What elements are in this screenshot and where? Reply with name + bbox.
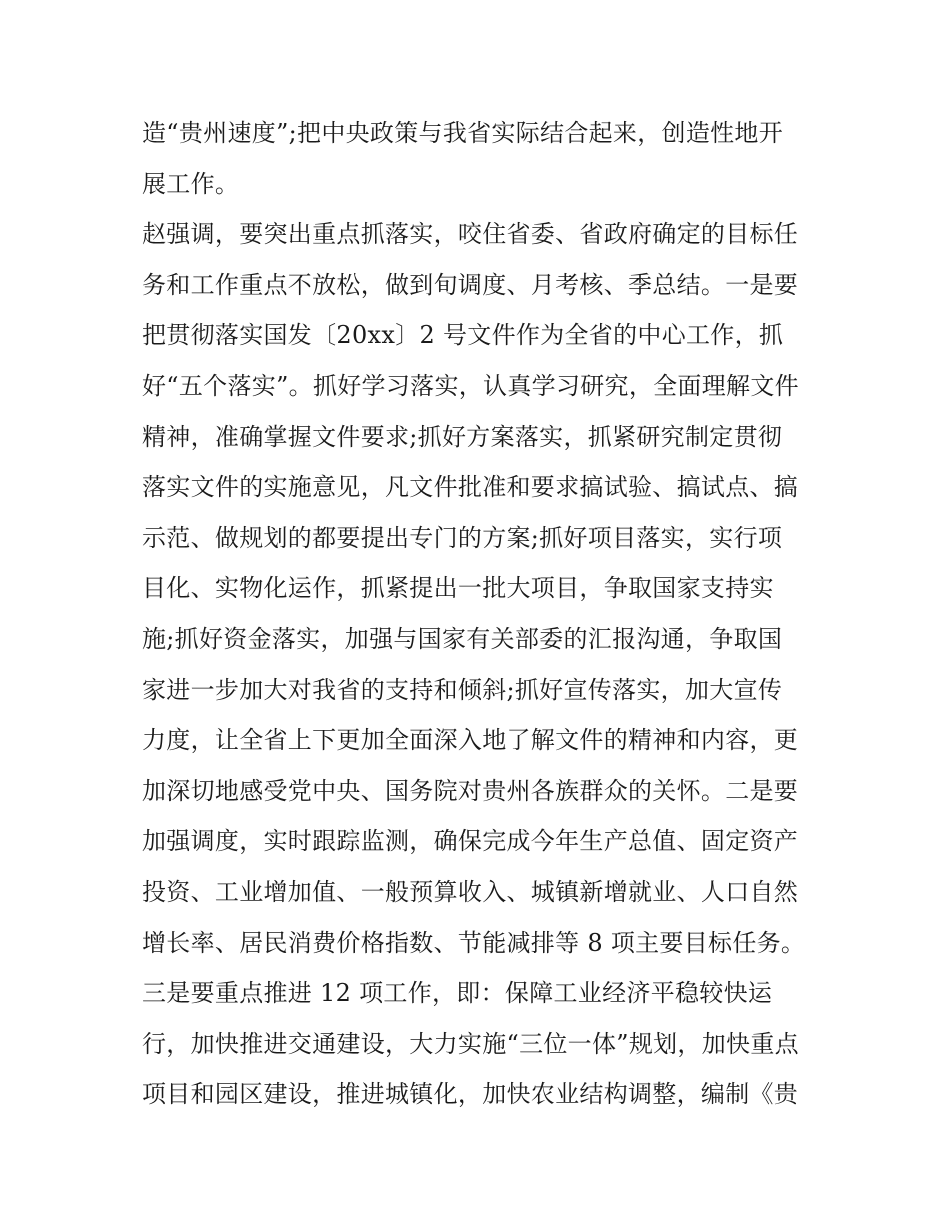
text-line: 务和工作重点不放松，做到旬调度、月考核、季总结。一是要 [142, 270, 799, 299]
text-line: 精神，准确掌握文件要求;抓好方案落实，抓紧研究制定贯彻 [142, 422, 783, 451]
text-line: 投资、工业增加值、一般预算收入、城镇新增就业、人口自然 [142, 877, 799, 906]
text-line: 施;抓好资金落实，加强与国家有关部委的汇报沟通，争取国 [142, 624, 783, 653]
text-line: 三是要重点推进 12 项工作，即：保障工业经济平稳较快运 [142, 979, 773, 1008]
text-line: 赵强调，要突出重点抓落实，咬住省委、省政府确定的目标任 [142, 220, 799, 249]
text-line: 造“贵州速度”;把中央政策与我省实际结合起来，创造性地开 [142, 119, 784, 147]
text-line: 项目和园区建设，推进城镇化，加快农业结构调整，编制《贵 [142, 1080, 799, 1109]
text-line: 把贯彻落实国发〔20xx〕2 号文件作为全省的中心工作，抓 [142, 321, 784, 350]
text-line: 家进一步加大对我省的支持和倾斜;抓好宣传落实，加大宣传 [142, 675, 783, 704]
text-line: 加强调度，实时跟踪监测，确保完成今年生产总值、固定资产 [142, 827, 799, 856]
text-line: 示范、做规划的都要提出专门的方案;抓好项目落实，实行项 [142, 523, 783, 552]
body-text [142, 108, 822, 1120]
text-line: 加深切地感受党中央、国务院对贵州各族群众的关怀。二是要 [142, 776, 799, 805]
text-line: 展工作。 [142, 169, 240, 198]
text-line: 力度，让全省上下更加全面深入地了解文件的精神和内容，更 [142, 726, 799, 755]
text-line: 落实文件的实施意见，凡文件批准和要求搞试验、搞试点、搞 [142, 473, 799, 502]
text-line: 目化、实物化运作，抓紧提出一批大项目，争取国家支持实 [142, 574, 774, 603]
text-line: 增长率、居民消费价格指数、节能减排等 8 项主要目标任务。 [142, 928, 806, 957]
text-line: 好“五个落实”。抓好学习落实，认真学习研究，全面理解文件 [142, 371, 799, 400]
text-line: 行，加快推进交通建设，大力实施“三位一体”规划，加快重点 [142, 1029, 799, 1058]
